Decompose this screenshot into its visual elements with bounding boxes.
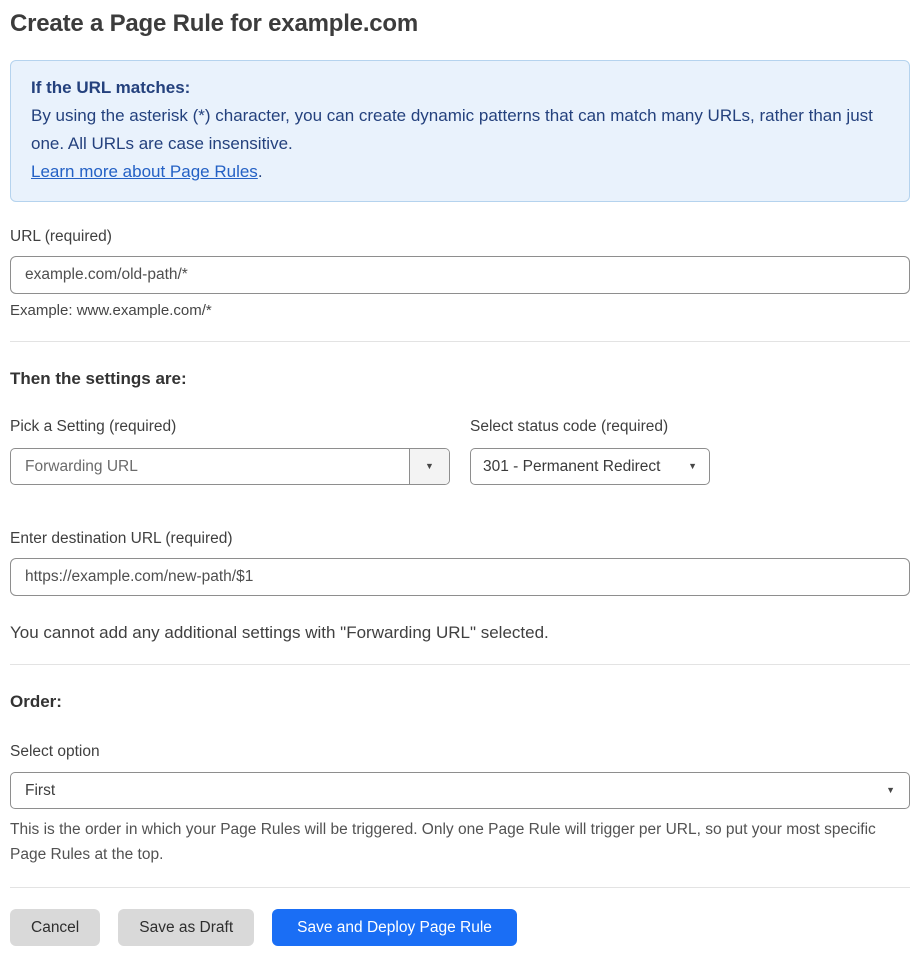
order-select-label: Select option: [10, 743, 100, 760]
status-code-label: Select status code (required): [470, 418, 669, 435]
settings-row: [10, 418, 910, 485]
info-box-heading: If the URL matches:: [31, 78, 191, 97]
link-period: .: [257, 162, 263, 181]
info-link-row: [31, 158, 889, 186]
url-input[interactable]: [10, 256, 910, 294]
setting-picker-value: Forwarding URL: [25, 457, 138, 475]
url-match-info-box: [10, 60, 910, 202]
caret-down-icon: ▼: [688, 461, 697, 471]
setting-picker-dropdown[interactable]: [10, 448, 450, 485]
order-section-heading: Order:: [10, 692, 62, 711]
order-select-value: First: [25, 781, 56, 799]
caret-down-icon: ▼: [886, 785, 895, 795]
action-buttons-row: [10, 909, 910, 946]
settings-section-heading: Then the settings are:: [10, 369, 187, 388]
divider: [10, 664, 910, 665]
save-and-deploy-button[interactable]: Save and Deploy Page Rule: [272, 909, 517, 946]
caret-down-icon: ▼: [425, 461, 434, 471]
divider: [10, 341, 910, 342]
status-code-dropdown[interactable]: [470, 448, 710, 485]
order-select[interactable]: [10, 772, 910, 809]
cancel-button[interactable]: Cancel: [10, 909, 100, 946]
learn-more-link[interactable]: Learn more about Page Rules: [31, 162, 258, 181]
url-field-label: URL (required): [10, 228, 112, 245]
destination-url-input[interactable]: [10, 558, 910, 596]
setting-picker-arrow-button[interactable]: [409, 449, 449, 484]
status-code-value: 301 - Permanent Redirect: [483, 457, 661, 475]
info-box-body: By using the asterisk (*) character, you can create dynamic patterns that can match many URLs, rather than just one. All URLs are case insensitive.: [31, 106, 873, 153]
destination-url-label: Enter destination URL (required): [10, 530, 233, 547]
url-example-helper: Example: www.example.com/*: [10, 302, 212, 319]
status-code-column: [470, 418, 710, 485]
page-title: Create a Page Rule for example.com: [10, 10, 419, 37]
divider: [10, 887, 910, 888]
forwarding-url-note: You cannot add any additional settings with "Forwarding URL" selected.: [10, 623, 549, 642]
order-helper-text: This is the order in which your Page Rules will be triggered. Only one Page Rule will trigger per URL, so put your most specific Page Rules at the top.: [10, 821, 876, 863]
setting-picker-label: Pick a Setting (required): [10, 418, 177, 435]
save-as-draft-button[interactable]: Save as Draft: [118, 909, 254, 946]
setting-picker-column: [10, 418, 450, 485]
